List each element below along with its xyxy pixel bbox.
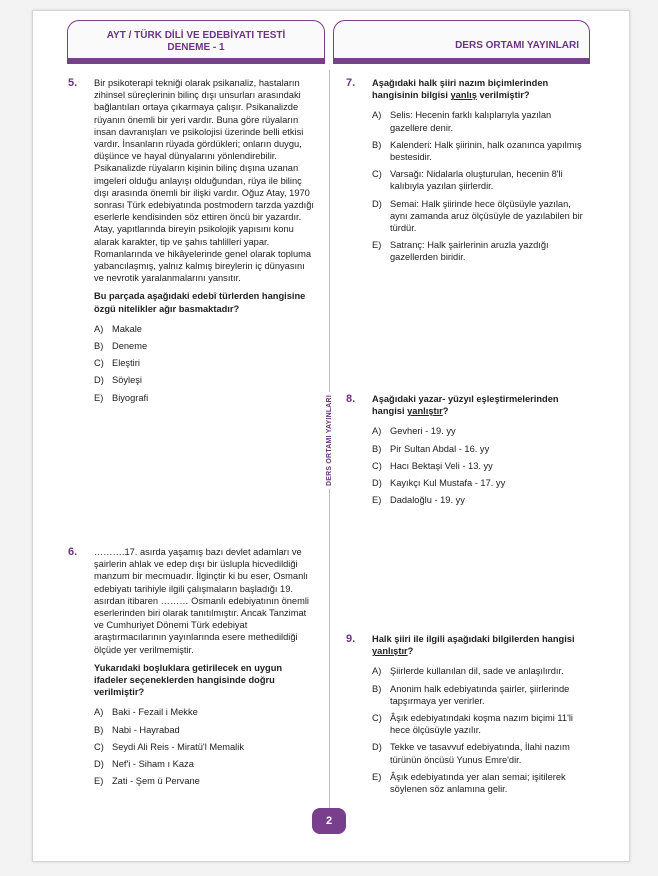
- emphasis-word: yanlış: [450, 90, 477, 101]
- option-b[interactable]: B) Anonim halk edebiyatında şairler, şiirlerinde tapşırmaya yer verirler.: [372, 683, 570, 706]
- option-b[interactable]: B) Pir Sultan Abdal - 16. yy: [372, 443, 490, 454]
- test-title: AYT / TÜRK DİLİ VE EDEBİYATI TESTİ: [106, 29, 286, 41]
- question-stem: Yukarıdaki boşluklara getirilecek en uygun ifadeler seçeneklerden hangisinde doğru verilmiştir?: [94, 662, 283, 698]
- option-a[interactable]: A) Gevheri - 19. yy: [372, 426, 456, 437]
- option-a[interactable]: A) Makale: [94, 323, 142, 334]
- options-list: [372, 665, 590, 795]
- option-d[interactable]: D) Nef'i - Siham ı Kaza: [94, 759, 194, 770]
- question-passage: ……….17. asırda yaşamış bazı devlet adamları ve şairlerin ahlak ve edep dışı bir üslupla hicvedildiği manzum bir mecmuadır. İlginçtir ki bu eser, Osmanlı edebiyatı tarihiyle ilgili çalışmaların başladığı 19. asırdan itibaren ……… Osmanlı edebiyatının önemli eserlerinden biri olarak tanıtılmıştır. Ancak Tanzimat ve Cumhuriyet Dönemi Türk edebiyat araştırmacılarının yayınlarında esere methedildiği ölçüde yer verilmemiştir.: [94, 547, 309, 655]
- option-a[interactable]: A) Selis: Hecenin farklı kalıplarıyla yazılan gazellere denir.: [372, 110, 552, 133]
- question-number: 8.: [346, 393, 356, 405]
- option-d[interactable]: D) Kayıkçı Kul Mustafa - 17. yy: [372, 478, 506, 489]
- option-e[interactable]: E) Biyografi: [94, 392, 149, 403]
- side-label-text: DERS ORTAMI YAYINLARI: [326, 392, 333, 489]
- option-c[interactable]: C) Âşık edebiyatındaki koşma nazım biçimi 11'li hece ölçüsüyle yazılır.: [372, 713, 573, 736]
- option-e[interactable]: E) Zati - Şem ü Pervane: [94, 776, 200, 787]
- question-5: [68, 77, 316, 409]
- option-e[interactable]: E) Dadaloğlu - 19. yy: [372, 495, 465, 506]
- publisher-name: DERS ORTAMI YAYINLARI: [455, 40, 579, 51]
- option-a[interactable]: A) Şiirlerde kullanılan dil, sade ve anlaşılırdır.: [372, 666, 564, 677]
- option-b[interactable]: B) Kalenderi: Halk şiirinin, halk ozanınca yapılmış bestesidir.: [372, 139, 582, 163]
- options-list: [372, 109, 590, 263]
- publisher-header: [333, 20, 590, 62]
- header-band: [67, 58, 590, 64]
- options-list: [94, 323, 316, 404]
- question-stem: Aşağıdaki halk şiiri nazım biçimlerinden hangisinin bilgisi yanlış verilmiştir?: [372, 78, 549, 101]
- question-9: [346, 633, 590, 800]
- option-c[interactable]: C) Seydi Ali Reis - Miratü'l Memalik: [94, 741, 244, 752]
- question-number: 5.: [68, 77, 78, 89]
- side-label: [320, 394, 338, 486]
- question-8: [346, 393, 590, 511]
- emphasis-word: yanlıştır: [372, 646, 408, 657]
- question-stem: Bu parçada aşağıdaki edebî türlerden hangisine özgü nitelikler ağır basmaktadır?: [94, 291, 306, 314]
- question-number: 6.: [68, 546, 78, 558]
- option-d[interactable]: D) Tekke ve tasavvuf edebiyatında, İlahi nazım türünün öncüsü Yunus Emre'dir.: [372, 742, 570, 765]
- option-b[interactable]: B) Deneme: [94, 341, 148, 352]
- test-title-header: [67, 20, 325, 62]
- test-subtitle: DENEME - 1: [167, 41, 225, 53]
- emphasis-word: yanlıştır: [407, 406, 443, 417]
- question-6: [68, 546, 316, 792]
- option-c[interactable]: C) Hacı Bektaşi Veli - 13. yy: [372, 460, 493, 471]
- question-number: 7.: [346, 77, 356, 89]
- option-e[interactable]: E) Âşık edebiyatında yer alan semai; işitilerek söylenen söz anlamına gelir.: [372, 771, 566, 795]
- page-number: 2: [312, 808, 346, 834]
- option-a[interactable]: A) Baki - Fezail i Mekke: [94, 707, 198, 718]
- option-d[interactable]: D) Söyleşi: [94, 375, 142, 386]
- question-passage: Bir psikoterapi tekniği olarak psikanaliz, hastaların zihinsel süreçlerinin bilinç dışı unsurları arasındaki bağlantıları ortaya çıkarmaya çalışır. Psikanalizde rüyanın önemli bir yeri vardır. Buna göre rüyaların insan davranışları ve psikolojisi üzerinde belli etkisi vardır. İnsanların rüyada gördükleri; onların duygu, düşünce ve hayal dünyalarını yönlendirebilir. Psikanalizde rüyaların kişinin bilinç dışına uzanan imgeleri olduğu anlayışı olduğundan, rüya ile bilinç dışı arasında önemli bir ilişki vardır. Oğuz Atay, 1970 sonrası Türk edebiyatında postmodern tarzda yazdığı eserlerle kendisinden söz ettiren öncü bir yazardır. Atay, yapıtlarında bireyin psikolojik yapısını konu alarak karakter, tip ve şahıs tahlilleri yapar. Romanlarında ve hikâyelerinde genel olarak topluma yabancılaşmış, yalnız kalmış bireylerin iç dünyasını ve nevrotik yaralanmalarını yansıtır.: [94, 78, 314, 284]
- question-number: 9.: [346, 633, 356, 645]
- options-list: [372, 425, 590, 506]
- option-c[interactable]: C) Varsağı: Nidalarla oluşturulan, hecenin 8'li kalıbıyla yazılan şiirlerdir.: [372, 169, 563, 192]
- option-b[interactable]: B) Nabi - Hayrabad: [94, 724, 180, 735]
- options-list: [94, 706, 316, 787]
- option-e[interactable]: E) Satranç: Halk şairlerinin aruzla yazdığı gazellerden biridir.: [372, 240, 549, 263]
- option-c[interactable]: C) Eleştiri: [94, 358, 140, 369]
- question-stem: Aşağıdaki yazar- yüzyıl eşleştirmelerinden hangisi yanlıştır?: [372, 394, 559, 417]
- question-stem: Halk şiiri ile ilgili aşağıdaki bilgilerden hangisi yanlıştır?: [372, 634, 575, 657]
- option-d[interactable]: D) Semai: Halk şiirinde hece ölçüsüyle yazılan, aynı zamanda aruz ölçüsüyle de yazılabilen bir türdür.: [372, 198, 583, 234]
- question-7: [346, 77, 590, 269]
